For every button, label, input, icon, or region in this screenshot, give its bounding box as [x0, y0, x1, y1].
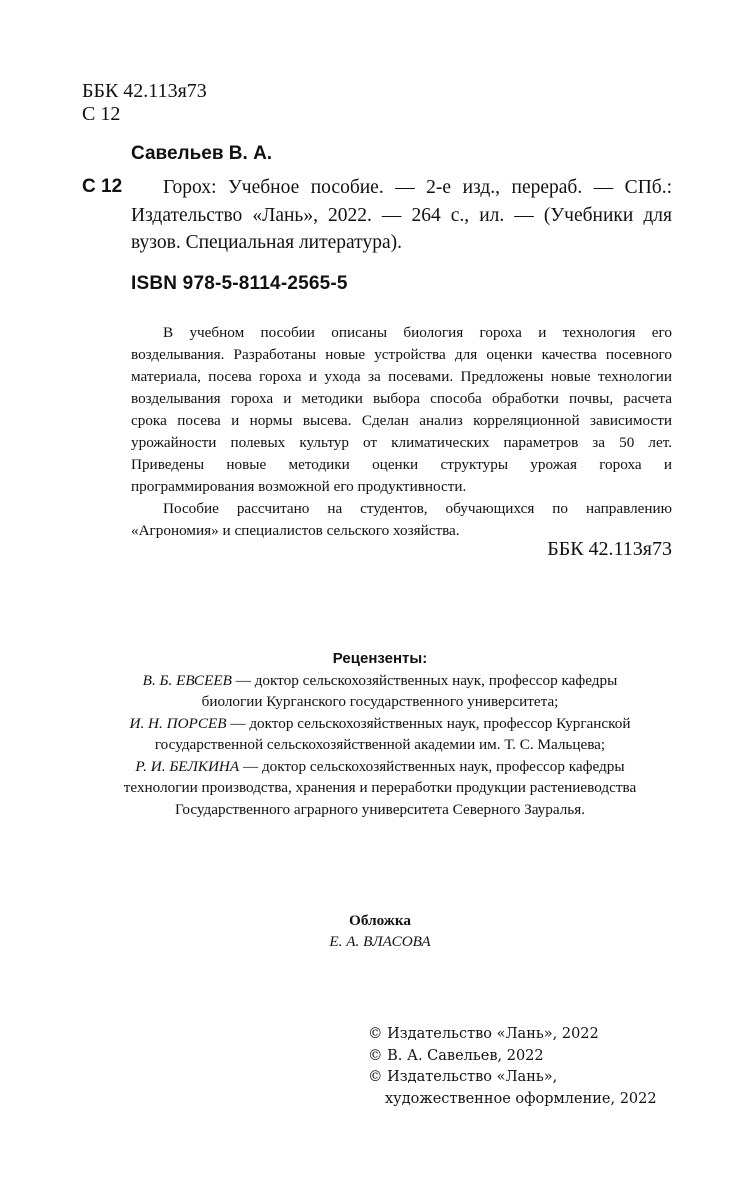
annotation-line: «Агрономия» и специалистов сельского хозяйства.	[131, 522, 460, 539]
reviewer-line: биологии Курганского государственного университета;	[201, 693, 559, 710]
reviewer-name: В. Б. ЕВСЕЕВ	[142, 671, 232, 689]
bbk-code-bottom: ББК 42.113я73	[547, 538, 672, 560]
reviewers-block	[82, 648, 678, 820]
biblio-line: вузов. Специальная литература).	[131, 232, 402, 253]
bibliographic-description	[131, 174, 672, 257]
author-name: Савельев В. А.	[131, 143, 273, 164]
reviewer-name: Р. И. БЕЛКИНА	[135, 757, 240, 775]
copyright-block	[368, 1024, 657, 1110]
reviewer-line: технологии производства, хранения и переработки продукции растениеводства	[123, 779, 637, 796]
reviewer-line	[82, 713, 678, 735]
annotation-line: материала, посева гороха и ухода за посевами. Предложены новые технологии	[131, 368, 672, 385]
reviewer-line	[82, 670, 678, 692]
reviewer-line: государственной сельскохозяйственной академии им. Т. С. Мальцева;	[154, 736, 606, 753]
annotation-line: Приведены новые методики оценки структуры урожая гороха и	[131, 456, 672, 473]
annotation-line: срока посева и нормы высева. Сделан анализ корреляционной зависимости	[131, 412, 672, 429]
bbk-code: ББК 42.113я73	[82, 80, 207, 102]
author-mark: С 12	[82, 103, 121, 125]
biblio-line: Горох: Учебное пособие. — 2-е изд., перераб. — СПб.:	[163, 177, 672, 198]
reviewer-name: И. Н. ПОРСЕВ	[129, 714, 227, 732]
reviewer-line	[82, 756, 678, 778]
biblio-line: Издательство «Лань», 2022. — 264 с., ил. — (Учебники для	[131, 204, 672, 226]
reviewer-text: — доктор сельскохозяйственных наук, профессор Курганской	[226, 714, 631, 732]
reviewers-heading: Рецензенты:	[332, 650, 428, 667]
copyright-line: © Издательство «Лань»,	[368, 1069, 558, 1085]
annotation-line: В учебном пособии описаны биология гороха и технология его	[163, 324, 672, 341]
isbn: ISBN 978-5-8114-2565-5	[131, 273, 348, 294]
cover-designer: Е. А. ВЛАСОВА	[329, 933, 431, 950]
reviewer-text: — доктор сельскохозяйственных наук, профессор кафедры	[231, 671, 618, 689]
copyright-line: художественное оформление, 2022	[385, 1090, 657, 1107]
copyright-line: © В. А. Савельев, 2022	[368, 1047, 544, 1064]
reviewer-text: — доктор сельскохозяйственных наук, профессор кафедры	[239, 757, 625, 775]
annotation-line: Пособие рассчитано на студентов, обучающихся по направлению	[163, 500, 672, 517]
annotation-line: программирования возможной его продуктивности.	[131, 478, 467, 495]
annotation	[131, 322, 672, 542]
annotation-line: возделывания. Разработаны новые устройства для оценки качества посевного	[131, 346, 672, 363]
copyright-line: © Издательство «Лань», 2022	[368, 1026, 599, 1042]
author-code: С 12	[82, 176, 123, 197]
reviewer-line: Государственного аграрного университета Северного Зауралья.	[174, 800, 586, 818]
cover-heading: Обложка	[349, 912, 411, 929]
annotation-line: урожайности полевых культур от климатических параметров за 50 лет.	[131, 434, 672, 451]
cover-credit	[82, 910, 678, 952]
annotation-line: возделывания гороха и методики выбора способа обработки почвы, расчета	[131, 390, 672, 407]
bbk-header	[82, 80, 207, 126]
